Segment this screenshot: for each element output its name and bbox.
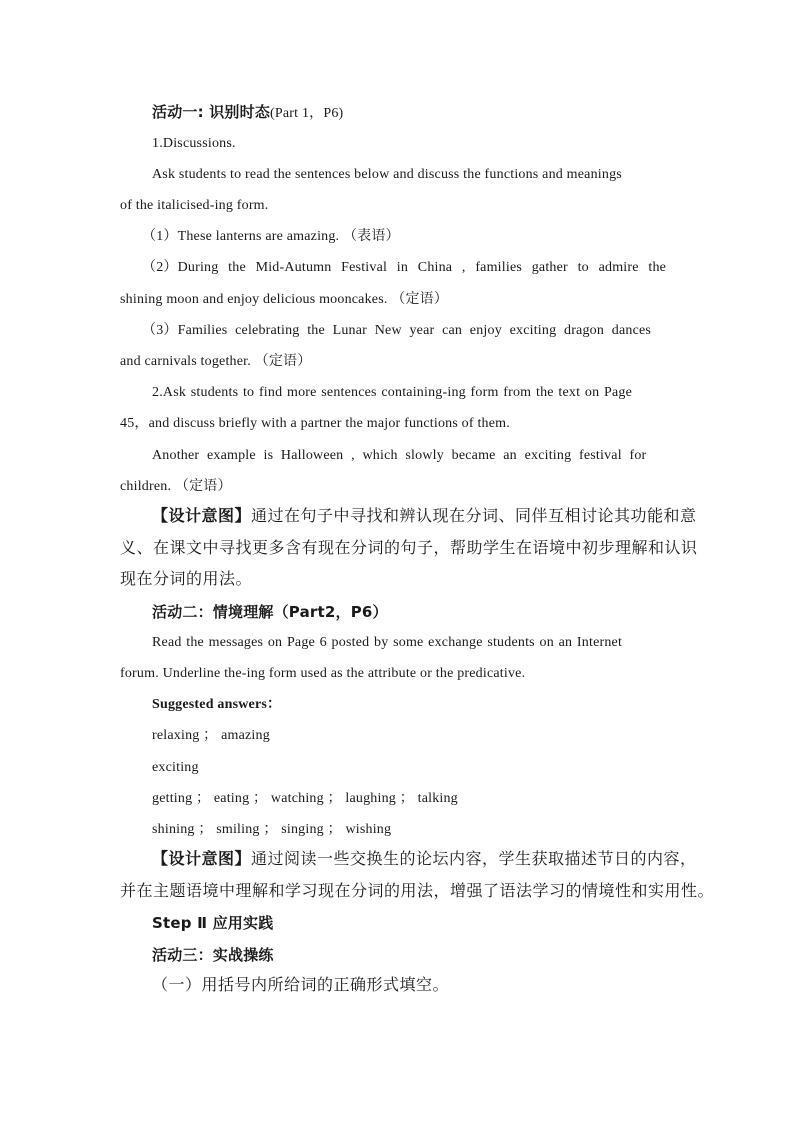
another-example-line-2: children. （定语） [120, 479, 232, 494]
design-intent-1-text-1: 通过在句子中寻找和辨认现在分词、同伴互相讨论其功能和意 [251, 508, 697, 525]
read-line-1: Read the messages on Page 6 posted by some exchange students on an Internet [152, 635, 623, 650]
instruction-line-2: of the italicised-ing form. [120, 198, 269, 213]
item1-discussions: 1.Discussions. [152, 136, 236, 151]
instruction-line-1: Ask students to read the sentences below and discuss the functions and meanings [152, 167, 622, 182]
suggested-answers-label: Suggested answers： [152, 697, 282, 712]
activity3-title: 活动三：实战操练 [152, 946, 274, 964]
answer-row-2: exciting [152, 760, 199, 775]
read-line-2: forum. Underline the-ing form used as the attribute or the predicative. [120, 666, 526, 681]
another-example-line-1: Another example is Halloween , which slowly became an exciting festival for [152, 448, 647, 463]
design-intent-1-line-2: 义、在课文中寻找更多含有现在分词的句子，帮助学生在语境中初步理解和认识 [120, 540, 698, 557]
design-intent-1-label: 【设计意图】 [152, 508, 252, 525]
activity2-title: 活动二：情境理解（Part2，P6） [152, 603, 388, 621]
design-intent-1-line-3: 现在分词的用法。 [120, 571, 253, 588]
answer-row-3: getting ； eating ； watching ； laughing ； talking [152, 791, 458, 806]
example-3-line-2: and carnivals together. （定语） [120, 354, 312, 369]
example-3-line-1: （3）Families celebrating the Lunar New year can enjoy exciting dragon dances [142, 323, 652, 338]
design-intent-2-text-1: 通过阅读一些交换生的论坛内容，学生获取描述节日的内容， [251, 851, 697, 868]
activity1-title-ref: (Part 1，P6) [270, 106, 344, 121]
item2-line-1: 2.Ask students to find more sentences containing-ing form from the text on Page [152, 385, 632, 400]
example-2-line-1: （2）During the Mid-Autumn Festival in China , families gather to admire the [142, 260, 667, 275]
design-intent-2-label: 【设计意图】 [152, 851, 252, 868]
design-intent-1-line-1 [152, 507, 697, 527]
item2-line-2: 45，and discuss briefly with a partner the major functions of them. [120, 416, 510, 431]
subsection-1-title: （一）用括号内所给词的正确形式填空。 [152, 977, 450, 994]
example-1: （1）These lanterns are amazing. （表语） [142, 229, 400, 244]
answer-row-4: shining ； smiling ； singing ； wishing [152, 822, 392, 837]
design-intent-2-line-2: 并在主题语境中理解和学习现在分词的用法，增强了语法学习的情境性和实用性。 [120, 883, 715, 900]
design-intent-2-line-1 [152, 850, 697, 870]
step2-title: Step Ⅱ 应用实践 [152, 914, 274, 932]
activity1-heading [152, 102, 343, 124]
answer-row-1: relaxing ； amazing [152, 728, 270, 743]
activity1-title: 活动一: 识别时态 [152, 103, 271, 121]
example-2-line-2: shining moon and enjoy delicious mooncakes. （定语） [120, 292, 449, 307]
